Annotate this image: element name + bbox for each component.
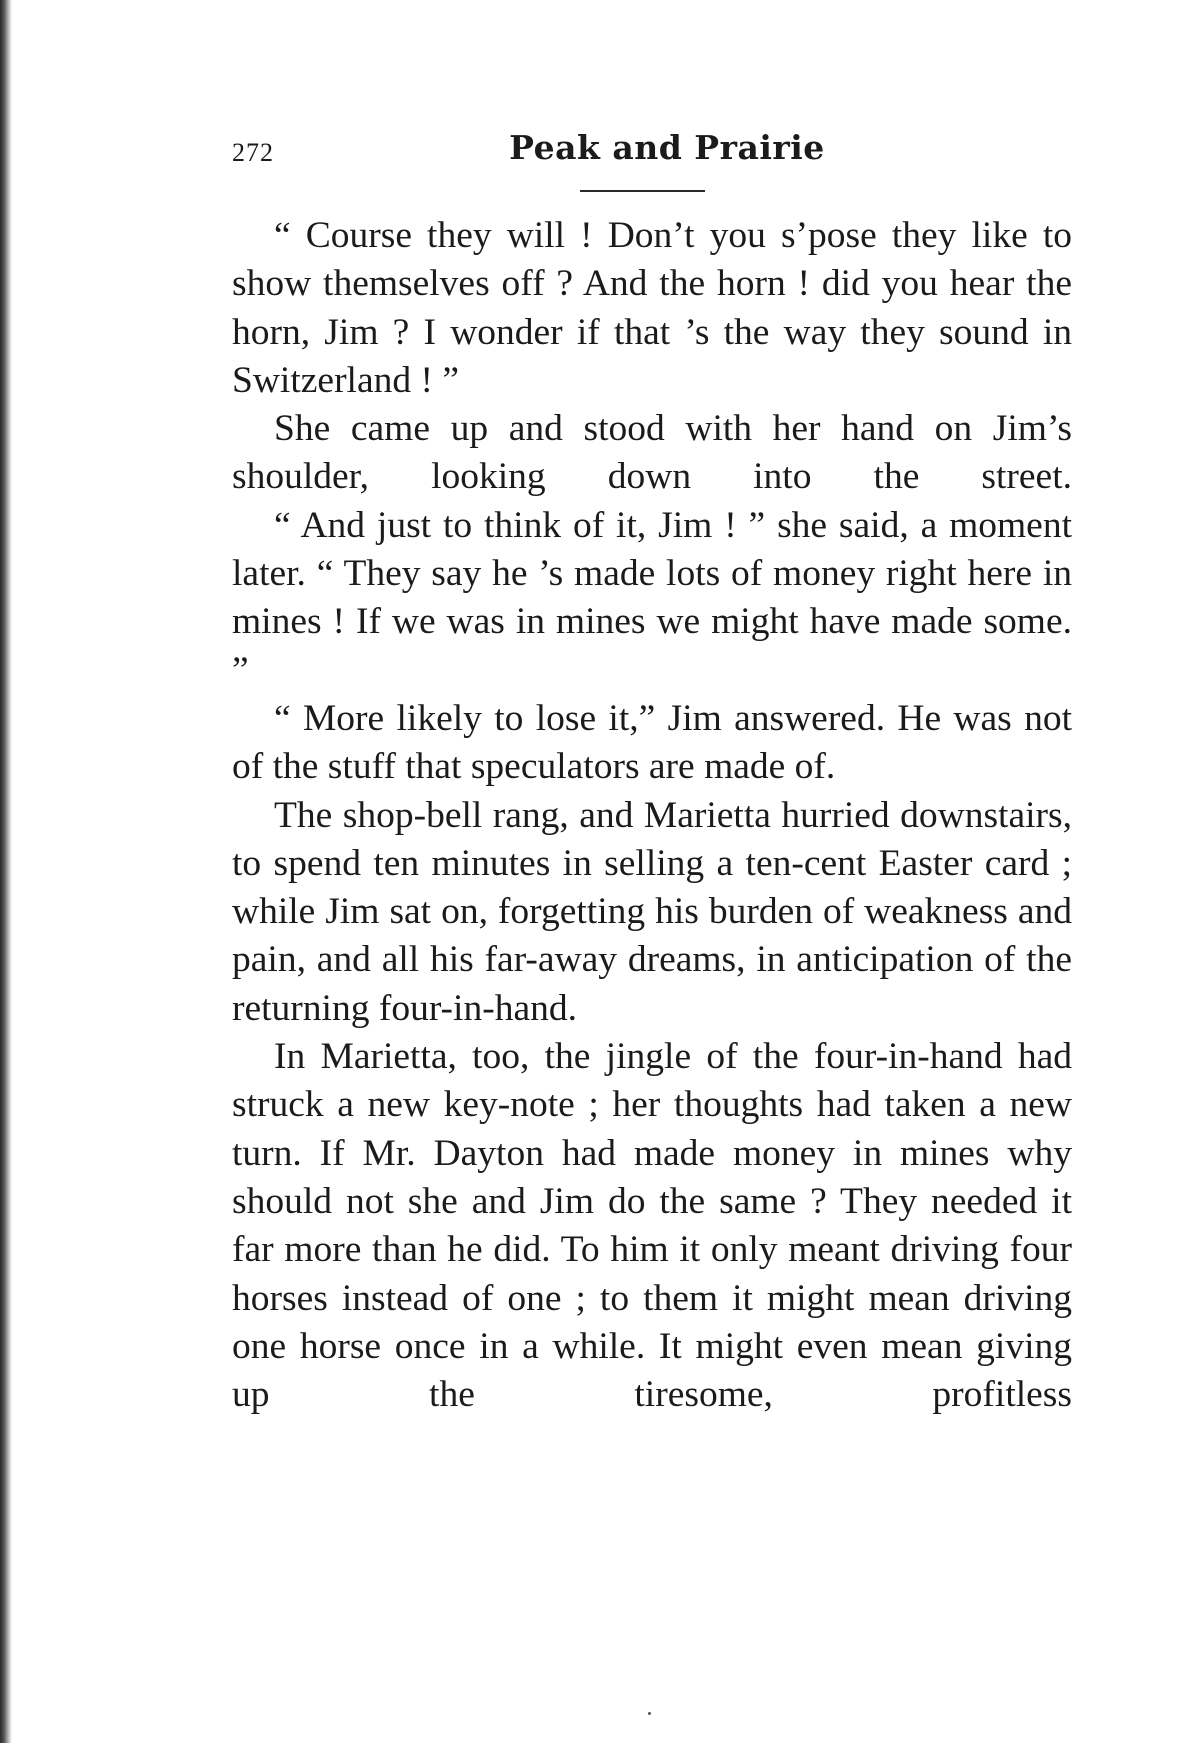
scan-binding-edge: [0, 0, 12, 1743]
paragraph: “ Course they will ! Don’t you s’pose they like to show themselves off ? And the horn ! did you hear the horn, Jim ? I wonder if that ’s the way they sound in Switzerland ! ”: [232, 215, 1072, 401]
paragraph: “ More likely to lose it,” Jim answered. He was not of the stuff that speculators are made of.: [232, 697, 1072, 788]
page-number: 272: [232, 138, 274, 167]
paragraph: The shop-bell rang, and Marietta hurried downstairs, to spend ten minutes in selling a ten-cent Easter card ; while Jim sat on, forgetting his burden of weakness and pain, and all his far-away dreams, in anticipation of the returning four-in-hand.: [232, 794, 1072, 1029]
paragraph: She came up and stood with her hand on Jim’s shoulder, looking down into the street.: [232, 408, 1072, 498]
paragraph: In Marietta, too, the jingle of the four-in-hand had struck a new key-note ; her thoughts had taken a new turn. If Mr. Dayton had made money in mines why should not she and Jim do the same ? They needed it far more than he did. To him it only meant driving four horses instead of one ; to them it might mean driving one horse once in a while. It might even mean giving up the tiresome, profitless: [232, 1036, 1072, 1416]
scan-speck: [648, 1712, 651, 1715]
page-header: [232, 128, 1072, 188]
paragraph: “ And just to think of it, Jim ! ” she said, a moment later. “ They say he ’s made lots of money right here in mines ! If we was in mines we might have made some. ”: [232, 504, 1072, 691]
header-rule: [580, 190, 705, 192]
body-text: [232, 212, 1072, 1419]
running-title: Peak and Prairie: [509, 128, 825, 167]
